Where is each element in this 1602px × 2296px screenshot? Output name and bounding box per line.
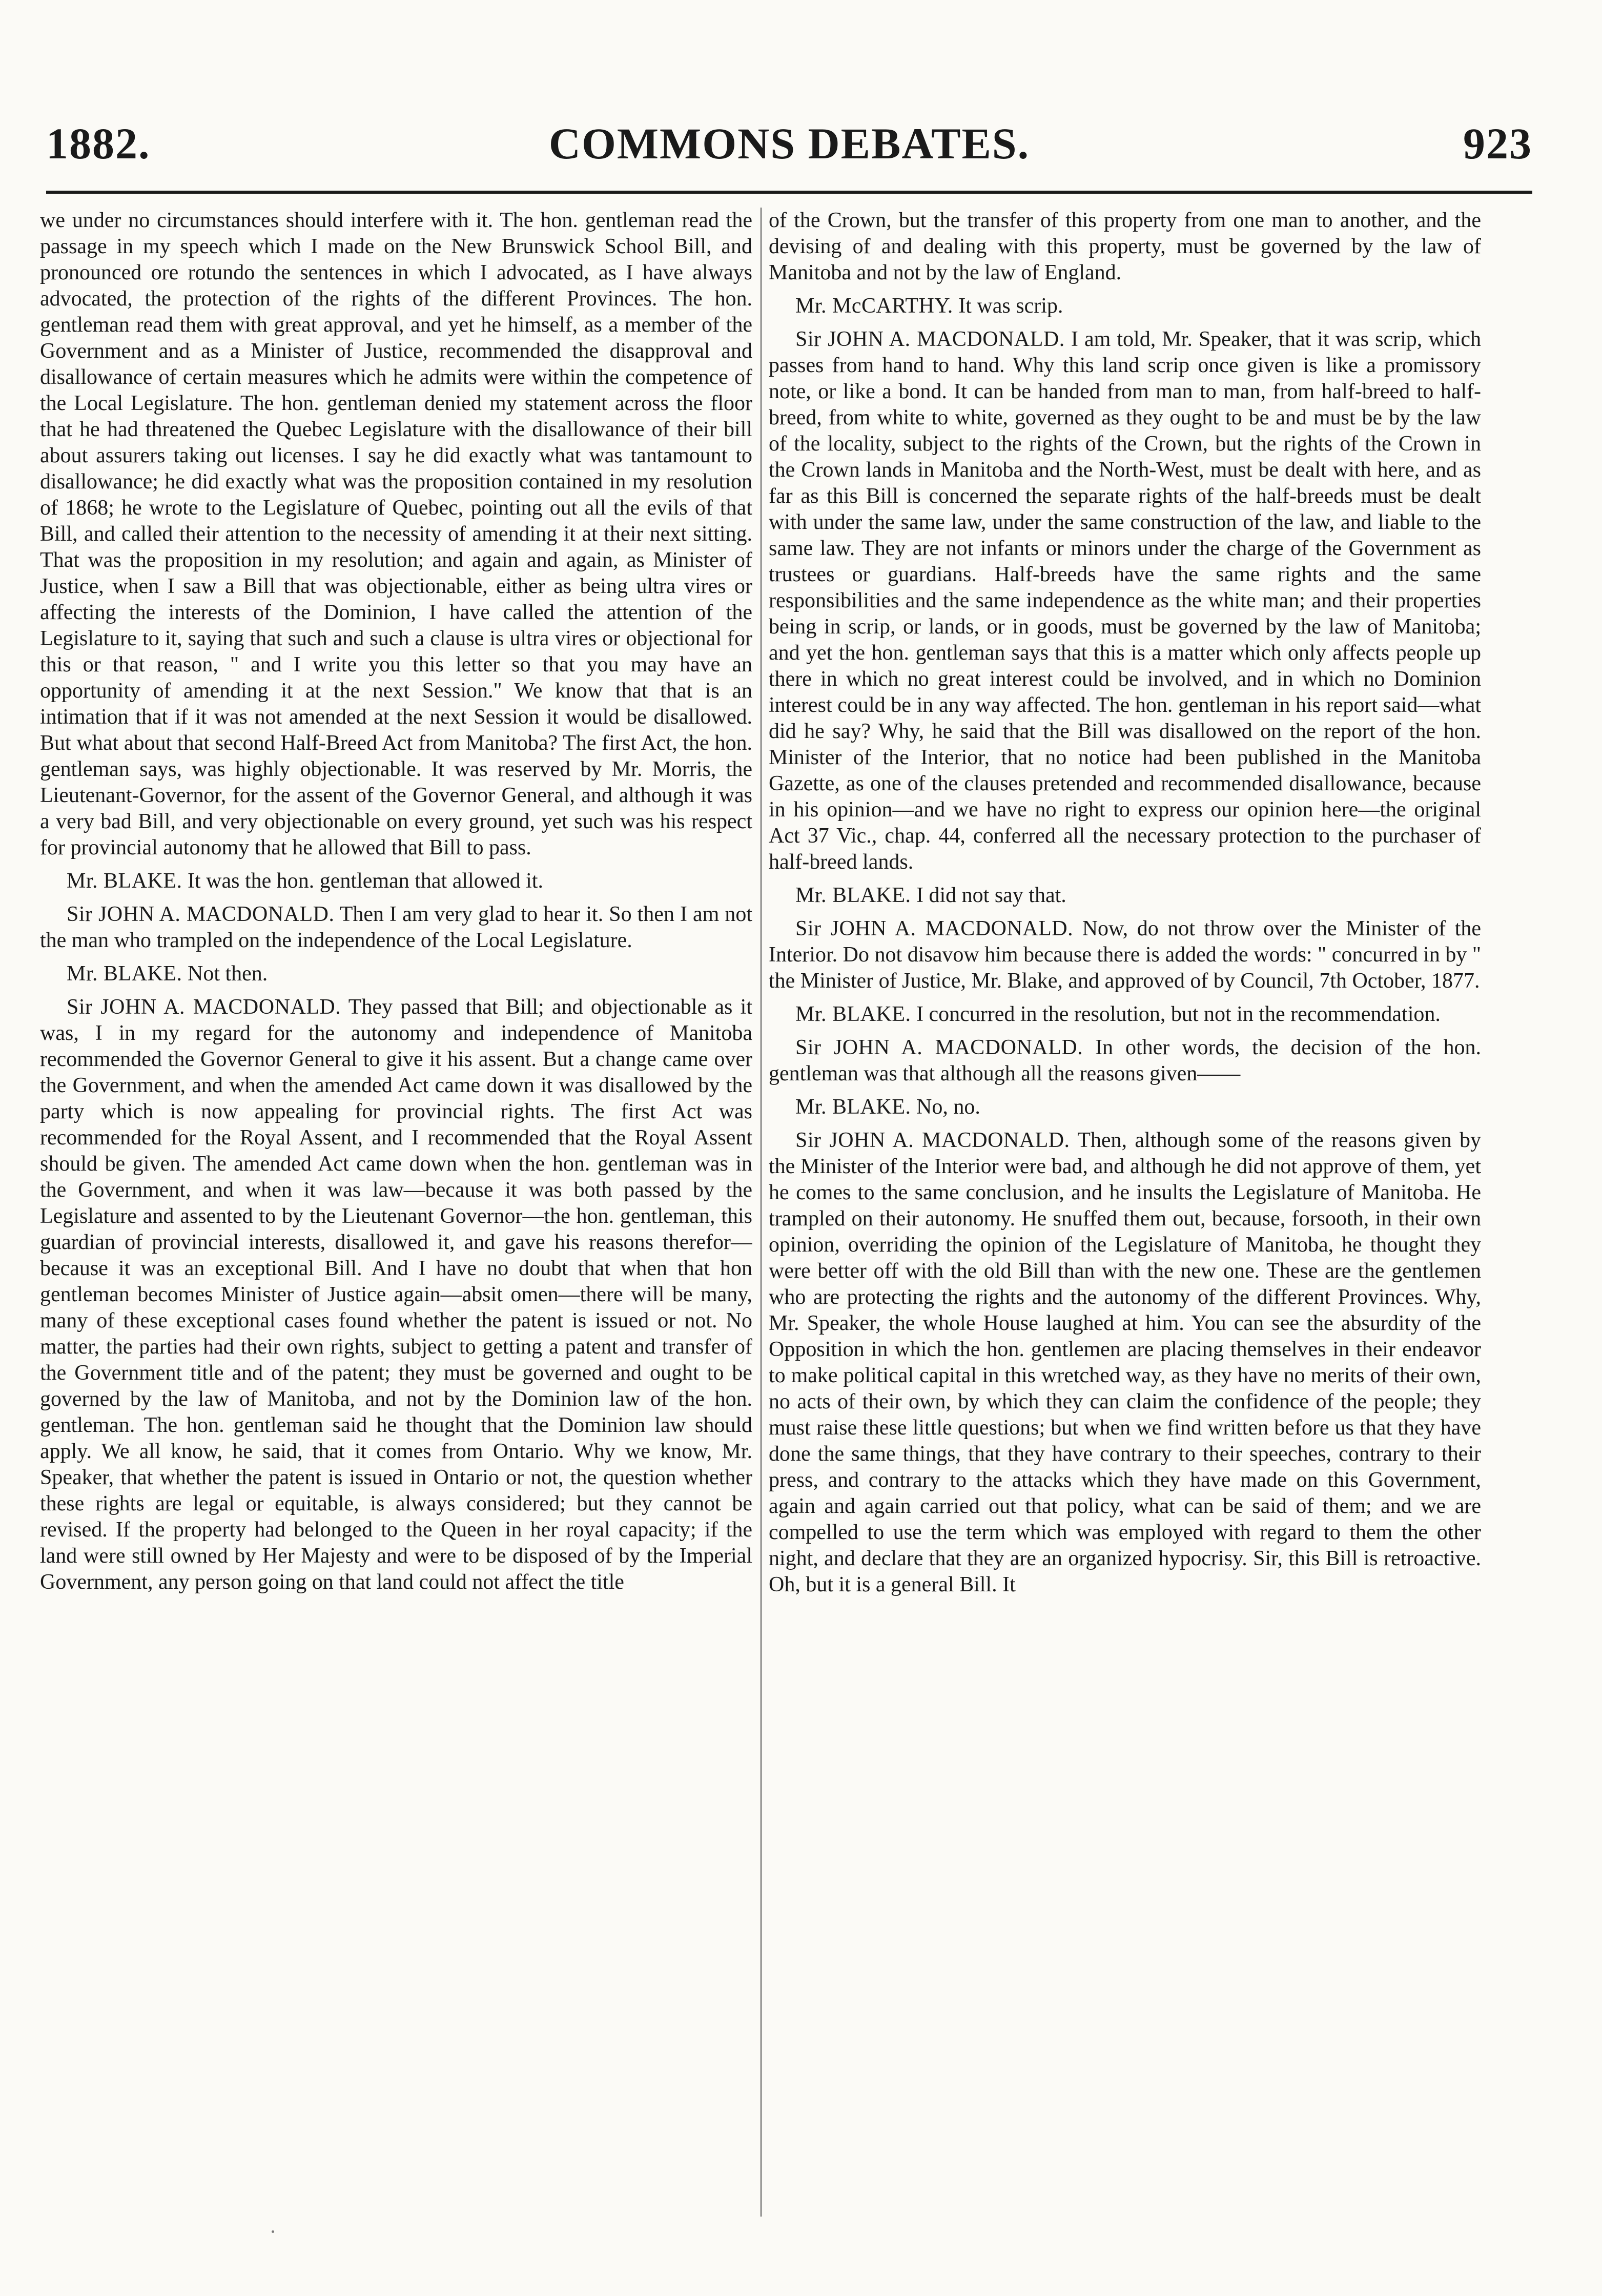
paragraph-text: Not then.: [188, 962, 268, 986]
paragraph-text: They passed that Bill; and objectionable as it was, I in my regard for the autonomy and independence of Manitoba recommended the Governor General to give it his assent. But a change came over the Government, and when the amended Act came down it was disallowed by the party which is now appealing for provincial rights. The first Act was recommended for the Royal Assent, and I recommended that the Royal Assent should be given. The amended Act came down when the hon. gentleman was in the Government, and when it was law—because it was both passed by the Legislature and assented to by the Lieutenant Governor—the hon. gentleman, this guardian of provincial interests, disallowed it, and gave his reasons therefor—because it was an exceptional Bill. And I have no doubt that when that hon gentleman becomes Minister of Justice again—absit omen—there will be many, many of these exceptional cases found whether the patent is issued or not. No matter, the parties had their own rights, subject to getting a patent and transfer of the Government title and of the patent; they must be governed and ought to be governed by the law of Manitoba, and not by the Dominion law of the hon. gentleman. The hon. gentleman said he thought that the Dominion law should apply. We all know, he said, that it comes from Ontario. Why we know, Mr. Speaker, that whether the patent is issued in Ontario or not, the question whether these rights are legal or equitable, is always considered; but they cannot be revised. If the property had belonged to the Queen in her royal capacity; if the land were still owned by Her Majesty and were to be disposed of by the Imperial Government, any person going on that land could not affect the title: [40, 995, 752, 1594]
speaker-name: Sir JOHN A. MACDONALD.: [795, 917, 1074, 940]
paragraph: [769, 1035, 1481, 1087]
paragraph-text: I did not say that.: [916, 884, 1066, 907]
speaker-name: Mr. BLAKE.: [795, 1002, 911, 1026]
speaker-name: Sir JOHN A. MACDONALD.: [795, 327, 1065, 351]
print-speck: [272, 2230, 274, 2233]
left-column: [40, 208, 752, 2217]
speaker-name: Sir JOHN A. MACDONALD.: [795, 1129, 1070, 1152]
paragraph: [40, 901, 752, 954]
paragraph: [769, 1128, 1481, 1598]
paragraph: [769, 1001, 1481, 1028]
speaker-name: Mr. BLAKE.: [67, 962, 182, 986]
paragraph-text: It was scrip.: [958, 294, 1063, 318]
paragraph-text: Then I am very glad to hear it. So then I am not the man who trampled on the independence of the Local Legislature.: [40, 903, 752, 952]
paragraph-text: No, no.: [916, 1095, 980, 1119]
header-year: 1882.: [46, 119, 151, 168]
paragraph: [769, 293, 1481, 319]
speaker-name: Mr. BLAKE.: [795, 884, 911, 907]
paragraph: [769, 208, 1481, 286]
paragraph: [769, 916, 1481, 994]
paragraph: [40, 208, 752, 861]
speaker-name: Mr. BLAKE.: [795, 1095, 911, 1119]
header-page-number: 923: [1463, 119, 1532, 168]
header-title: COMMONS DEBATES.: [548, 119, 1030, 168]
paragraph-text: of the Crown, but the transfer of this property from one man to another, and the devising of and dealing with this property, must be governed by the law of Manitoba and not by the law of England.: [769, 209, 1481, 284]
header-rule: [46, 191, 1532, 194]
paragraph-text: we under no circumstances should interfere with it. The hon. gentleman read the passage in my speech which I made on the New Brunswick School Bill, and pronounced ore rotundo the sentences in which I advocated, as I have always advocated, the protection of the rights of the different Provinces. The hon. gentleman read them with great approval, and yet he himself, as a member of the Government and as a Minister of Justice, recommended the disapproval and disallowance of certain measures which he admits were within the competence of the Local Legislature. The hon. gentleman denied my statement across the floor that he had threatened the Quebec Legislature with the disallowance of their bill about assurers taking out licenses. I say he did exactly what was tantamount to disallowance; he did exactly what was the proposition contained in my resolution of 1868; he wrote to the Legislature of Quebec, pointing out all the evils of that Bill, and called their attention to the necessity of amending it at their next sitting. That was the proposition in my resolution; and again and again, as Minister of Justice, when I saw a Bill that was objectionable, either as being ultra vires or affecting the interests of the Dominion, I have called the attention of the Legislature to it, saying that such and such a clause is ultra vires or objectional for this or that reason, " and I write you this letter so that you may have an opportunity of amending it at the next Session." We know that that is an intimation that if it was not amended at the next Session it would be disallowed. But what about that second Half-Breed Act from Manitoba? The first Act, the hon. gentleman says, was highly objectionable. It was reserved by Mr. Morris, the Lieutenant-Governor, for the assent of the Governor General, and although it was a very bad Bill, and very objectionable on every ground, yet such was his respect for provincial autonomy that he allowed that Bill to pass.: [40, 209, 752, 859]
paragraph: [40, 961, 752, 987]
paragraph-text: Then, although some of the reasons given by the Minister of the Interior were bad, and although he did not approve of them, yet he comes to the same conclusion, and he insults the Legislature of Manitoba. He trampled on their autonomy. He snuffed them out, because, forsooth, in their own opinion, overriding the opinion of the Legislature of Manitoba, he thought they were better off with the old Bill than with the new one. These are the gentlemen who are protecting the rights and the autonomy of the different Provinces. Why, Mr. Speaker, the whole House laughed at him. You can see the absurdity of the Opposition in which the hon. gentlemen are placing themselves in their endeavor to make political capital in this wretched way, as they have no merits of their own, no acts of their own, by which they can claim the confidence of the people; they must raise these little questions; but when we find written before us that they have done the same things, that they have contrary to their speeches, contrary to their press, and contrary to the attacks which they have made on this Government, again and again carried out that policy, what can be said of them; and we are compelled to use the term which was employed with regard to them the other night, and declare that they are an organized hypocrisy. Sir, this Bill is retroactive. Oh, but it is a general Bill. It: [769, 1129, 1481, 1596]
paragraph-text: I concurred in the resolution, but not in the recommendation.: [916, 1002, 1441, 1026]
page-header: [46, 115, 1532, 174]
paragraph: [769, 883, 1481, 909]
paragraph-text: It was the hon. gentleman that allowed it.: [188, 869, 543, 893]
paragraph-text: In other words, the decision of the hon. gentleman was that although all the reasons given——: [769, 1036, 1481, 1085]
paragraph: [40, 994, 752, 1595]
right-column: [769, 208, 1481, 2217]
speaker-name: Mr. BLAKE.: [67, 869, 182, 893]
speaker-name: Mr. McCARTHY.: [795, 294, 953, 318]
paragraph: [769, 326, 1481, 875]
speaker-name: Sir JOHN A. MACDONALD.: [67, 995, 341, 1019]
speaker-name: Sir JOHN A. MACDONALD.: [795, 1036, 1083, 1059]
column-divider: [761, 208, 762, 2217]
speaker-name: Sir JOHN A. MACDONALD.: [67, 903, 335, 926]
paragraph-text: Now, do not throw over the Minister of the Interior. Do not disavow him because there is added the words: " concurred in by " the Minister of Justice, Mr. Blake, and approved of by Council, 7th October, 1877.: [769, 917, 1481, 993]
paragraph: [40, 868, 752, 894]
paragraph-text: I am told, Mr. Speaker, that it was scrip, which passes from hand to hand. Why this land scrip once given is like a promissory note, or like a bond. It can be handed from man to man, from half-breed to half-breed, from white to white, governed as they ought to be and must be by the law of the locality, subject to the rights of the Crown, but the rights of the Crown in the Crown lands in Manitoba and the North-West, must be dealt with here, and as far as this Bill is concerned the separate rights of the half-breeds must be dealt with under the same law, under the same construction of the law, and liable to the same law. They are not infants or minors under the charge of the Government as trustees or guardians. Half-breeds have the same rights and the same responsibilities and the same independence as the white man; and their properties being in scrip, or lands, or in goods, must be governed by the law of Manitoba; and yet the hon. gentleman says that this is a matter which only affects people up there in which no great interest could be involved, and in which no Dominion interest could be in any way affected. The hon. gentleman in his report said—what did he say? Why, he said that the Bill was disallowed on the report of the hon. Minister of the Interior, that no notice had been published in the Manitoba Gazette, as one of the clauses pretended and recommended disallowance, because in his opinion—and we have no right to express our opinion here—the original Act 37 Vic., chap. 44, conferred all the necessary protection to the purchaser of half-breed lands.: [769, 327, 1481, 874]
paragraph: [769, 1094, 1481, 1120]
